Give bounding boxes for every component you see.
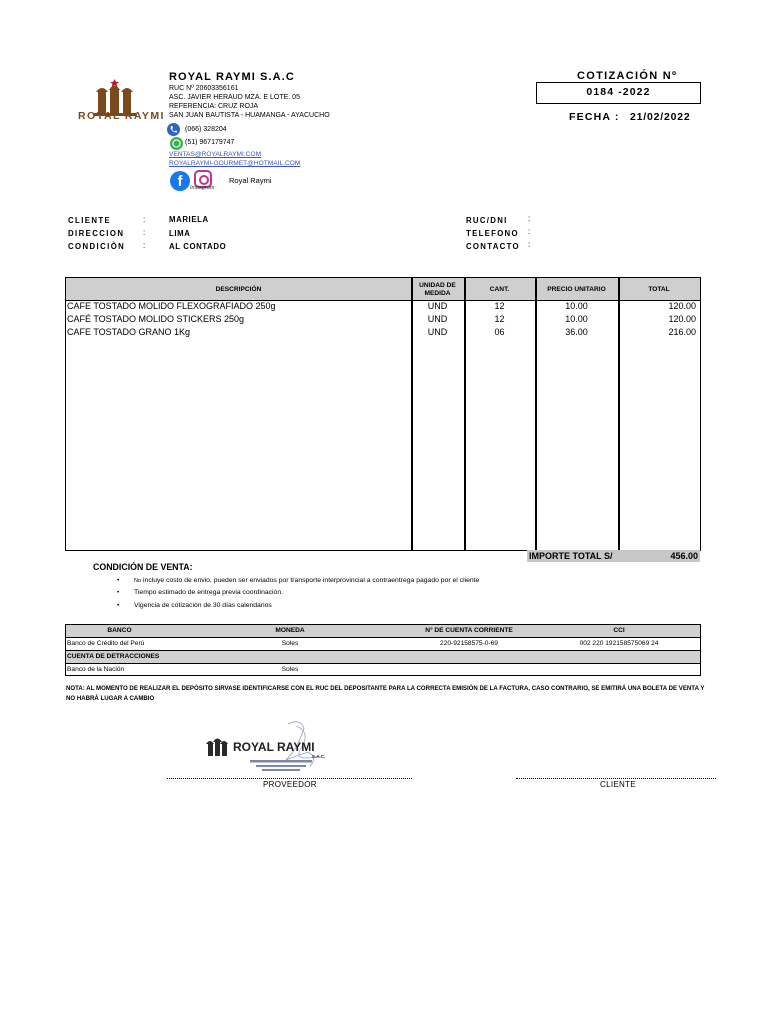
item-unit: UND xyxy=(427,301,448,311)
company-reference: REFERENCIA: CRUZ ROJA xyxy=(169,103,259,110)
company-ruc: RUC Nº 20603356161 xyxy=(169,85,239,92)
item-quantity: 06 xyxy=(494,327,505,337)
bank-name: Banco de Crédito del Perú xyxy=(67,640,145,647)
item-total: 216.00 xyxy=(668,327,696,337)
date-label: FECHA : xyxy=(569,111,620,123)
table-row xyxy=(66,638,700,650)
date-value: 21/02/2022 xyxy=(630,111,691,123)
company-stamp xyxy=(200,718,345,774)
company-address: ASC. JAVIER HERAUD MZA. E LOTE. 05 xyxy=(169,94,300,101)
table-row xyxy=(66,326,700,338)
instagram-label: Instagram xyxy=(190,185,215,191)
condition-prefix: No xyxy=(134,578,142,584)
whatsapp-icon xyxy=(170,137,183,150)
table-row xyxy=(66,313,700,325)
facebook-icon[interactable]: f xyxy=(170,171,190,191)
bullet-icon: • xyxy=(117,602,120,609)
bank-table-header xyxy=(66,625,700,637)
field-colon: : xyxy=(143,241,146,250)
logo-wordmark: ROYAL RAYMI xyxy=(78,110,165,122)
header-description: DESCRIPCIÓN xyxy=(215,285,262,293)
sale-conditions-title: CONDICIÓN DE VENTA: xyxy=(93,562,193,572)
provider-signature-line xyxy=(167,778,412,779)
header-unit: UNIDAD DE MEDIDA xyxy=(419,281,456,297)
field-colon: : xyxy=(143,228,146,237)
email-sales-link[interactable]: VENTAS@ROYALRAYMI.COM xyxy=(169,151,262,158)
item-unit: UND xyxy=(427,327,448,337)
stamp-text: ROYAL RAYMI xyxy=(233,740,315,754)
bank-accounts-table xyxy=(65,624,701,676)
company-whatsapp: (51) 967179747 xyxy=(185,139,235,146)
item-unit-price: 10.00 xyxy=(565,314,588,324)
email-gourmet-link[interactable]: ROYALRAYMI-GOURMET@HOTMAIL.COM xyxy=(169,160,301,167)
stamp-subtext: S.A.C. xyxy=(312,754,326,759)
item-description: CAFE TOSTADO GRANO 1Kg xyxy=(67,327,191,337)
client-label: CLIENTE xyxy=(68,216,112,225)
item-description: CAFÉ TOSTADO MOLIDO STICKERS 250g xyxy=(67,314,245,324)
header-account: N° DE CUENTA CORRIENTE xyxy=(425,627,513,634)
header-total: TOTAL xyxy=(648,285,670,293)
bullet-icon: • xyxy=(117,589,120,596)
company-phone: (066) 328204 xyxy=(185,126,227,133)
field-colon: : xyxy=(528,214,531,223)
header-cci: CCI xyxy=(613,627,625,634)
table-row xyxy=(66,664,700,676)
field-colon: : xyxy=(528,240,531,249)
condition-text: incluye costo de envio, pueden ser enviados por transporte interprovincial a contraentrega pagado por el cliente xyxy=(143,577,480,584)
bank-account-number: 220-92158575-0-69 xyxy=(440,640,498,647)
field-colon: : xyxy=(143,215,146,224)
phone-label: TELEFONO xyxy=(466,229,519,238)
condition-label: CONDICIÒN xyxy=(68,242,126,251)
bullet-icon: • xyxy=(117,577,120,584)
detracciones-label: CUENTA DE DETRACCIONES xyxy=(67,653,160,660)
quote-number: 0184 -2022 xyxy=(536,82,701,104)
payment-note: NOTA: AL MOMENTO DE REALIZAR EL DEPÓSITO SIRVASE IDENTIFICARSE CON EL RUC DEL DEPOSITANTE PARA LA CORRECTA EMISIÓN DE LA FACTURA, CASO CONTRARIO, SE EMITIRÁ UNA BOLETA DE VENTA Y NO HABRÁ LUGAR A CAMBIO xyxy=(66,685,705,702)
quote-title: COTIZACIÓN Nº xyxy=(577,70,678,82)
table-row xyxy=(66,300,700,312)
total-value: 456.00 xyxy=(670,551,698,561)
item-unit-price: 36.00 xyxy=(565,327,588,337)
header-unit-price: PRECIO UNITARIO xyxy=(547,285,606,293)
items-table-header xyxy=(66,278,700,301)
bank-name: Banco de la Nación xyxy=(67,666,125,673)
client-value: MARIELA xyxy=(169,215,209,224)
social-account-name: Royal Raymi xyxy=(229,176,272,185)
item-quantity: 12 xyxy=(494,301,505,311)
condition-item: Tiempo estimado de entrega previa coordinación. xyxy=(134,589,283,596)
header-quantity: CANT. xyxy=(489,285,510,293)
condition-value: AL CONTADO xyxy=(169,242,227,251)
address-label: DIRECCION xyxy=(68,229,125,238)
detracciones-header xyxy=(66,651,700,663)
address-value: LIMA xyxy=(169,229,191,238)
header-currency: MONEDA xyxy=(275,627,305,634)
items-table xyxy=(65,277,701,551)
phone-icon xyxy=(167,123,180,136)
condition-item xyxy=(134,577,479,584)
item-unit-price: 10.00 xyxy=(565,301,588,311)
total-label: IMPORTE TOTAL S/ xyxy=(529,551,613,561)
field-colon: : xyxy=(528,227,531,236)
item-total: 120.00 xyxy=(668,314,696,324)
ruc-dni-label: RUC/DNI xyxy=(466,216,508,225)
company-city: SAN JUAN BAUTISTA - HUAMANGA - AYACUCHO xyxy=(169,112,330,119)
item-description: CAFE TOSTADO MOLIDO FLEXOGRAFIADO 250g xyxy=(67,301,276,311)
item-total: 120.00 xyxy=(668,301,696,311)
company-name: ROYAL RAYMI S.A.C xyxy=(169,71,295,83)
bank-currency: Soles xyxy=(281,666,299,673)
bank-currency: Soles xyxy=(281,640,299,647)
bank-cci: 002 220 192158575069 24 xyxy=(579,640,659,647)
provider-label: PROVEEDOR xyxy=(263,780,317,789)
client-signature-line xyxy=(516,778,716,779)
contact-label: CONTACTO xyxy=(466,242,520,251)
client-signature-label: CLIENTE xyxy=(600,780,636,789)
item-quantity: 12 xyxy=(494,314,505,324)
item-unit: UND xyxy=(427,314,448,324)
condition-item: Vigencia de cotización de 30 días calendarios xyxy=(134,602,272,609)
header-bank: BANCO xyxy=(107,627,132,634)
